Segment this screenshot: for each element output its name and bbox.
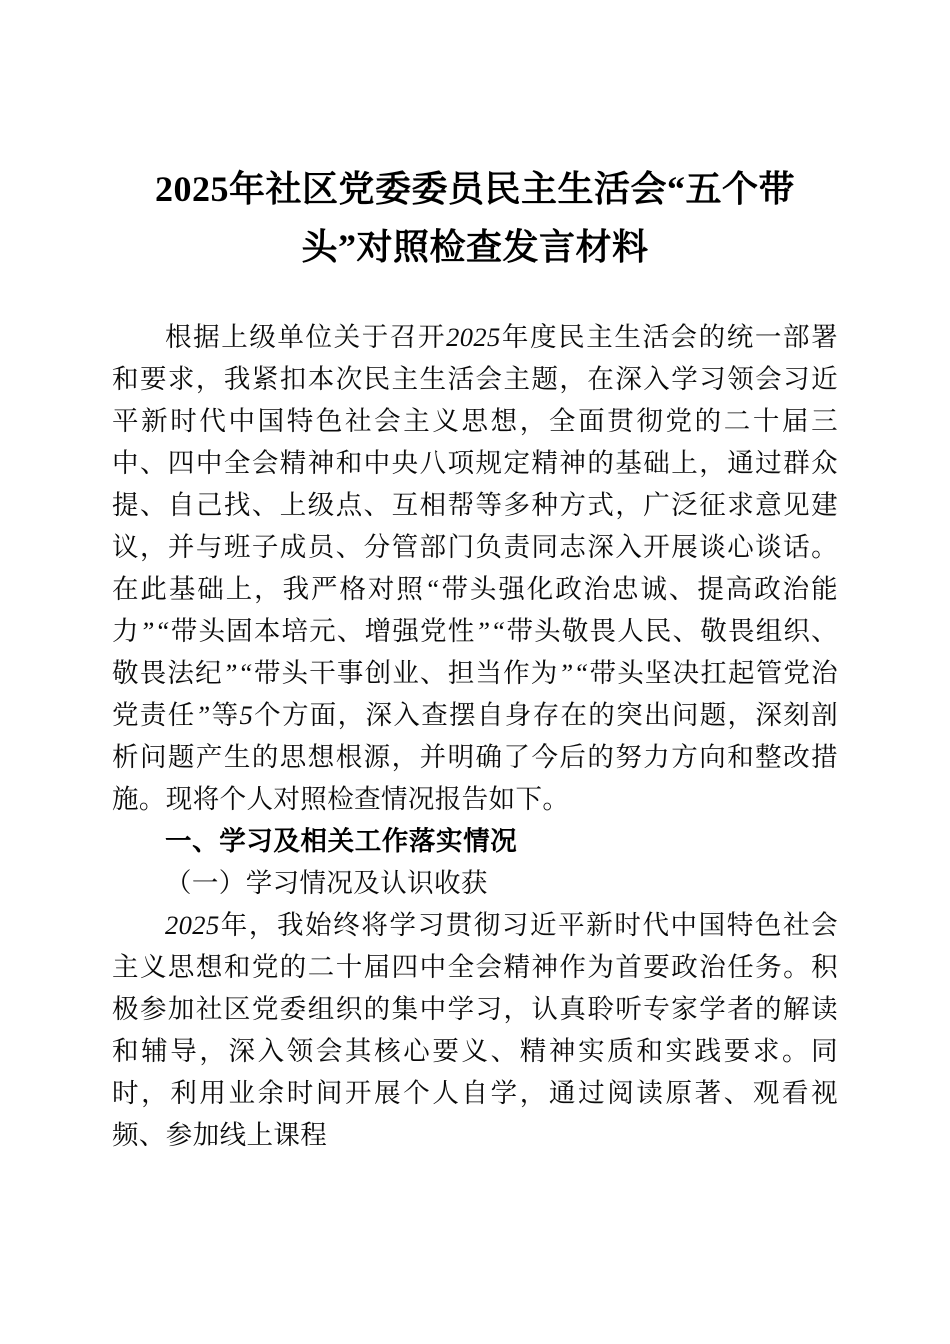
document-body bbox=[112, 0, 838, 1156]
intro-paragraph: 根据上级单位关于召开2025年度民主生活会的统一部署和要求，我紧扣本次民主生活会主题，在深入学习领会习近平新时代中国特色社会主义思想，全面贯彻党的二十届三中、四中全会精神和中央八项规定精神的基础上，通过群众提、自己找、上级点、互相帮等多种方式，广泛征求意见建议，并与班子成员、分管部门负责同志深入开展谈心谈话。在此基础上，我严格对照“带头强化政治忠诚、提高政治能力”“带头固本培元、增强党性”“带头敬畏人民、敬畏组织、敬畏法纪”“带头干事创业、担当作为”“带头坚决扛起管党治党责任”等5个方面，深入查摆自身存在的突出问题，深刻剖析问题产生的思想根源，并明确了今后的努力方向和整改措施。现将个人对照检查情况报告如下。 bbox=[112, 322, 838, 814]
page-title-line-2: 头”对照检查发言材料 bbox=[301, 227, 649, 267]
page-title bbox=[112, 0, 838, 276]
page-title-line-1: 2025年社区党委委员民主生活会“五个带 bbox=[154, 169, 795, 209]
section-heading-one: 一、学习及相关工作落实情况 bbox=[165, 826, 518, 856]
study-situation-paragraph: 2025年，我始终将学习贯彻习近平新时代中国特色社会主义思想和党的二十届四中全会精神作为首要政治任务。积极参加社区党委组织的集中学习，认真聆听专家学者的解读和辅导，深入领会其核心要义、精神实质和实践要求。同时，利用业余时间开展个人自学，通过阅读原著、观看视频、参加线上课程 bbox=[112, 910, 838, 1150]
subsection-heading-one-1: （一）学习情况及认识收获 bbox=[165, 868, 488, 898]
title-spacer bbox=[112, 276, 838, 316]
